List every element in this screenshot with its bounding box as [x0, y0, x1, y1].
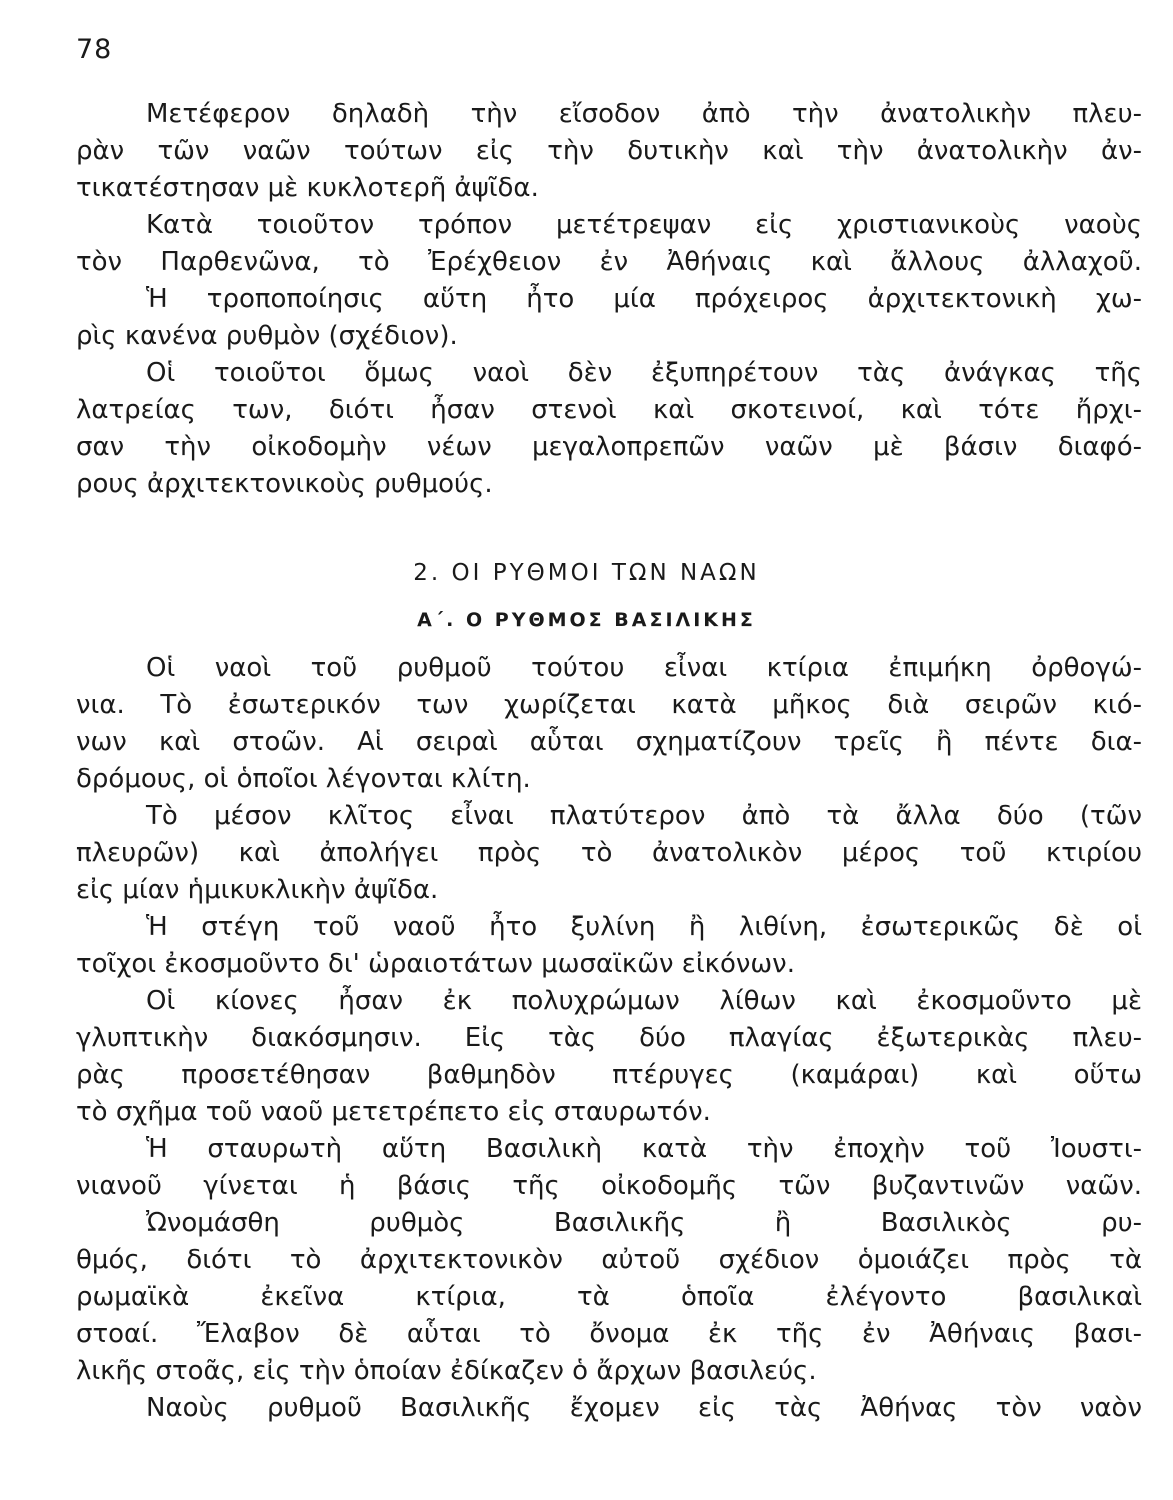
text-line: νια. Τὸ ἐσωτερικόν των χωρίζεται κατὰ μῆκος διὰ σειρῶν κιό-	[76, 690, 1142, 720]
text-line: Ἡ σταυρωτὴ αὕτη Βασιλικὴ κατὰ τὴν ἐποχὴν τοῦ Ἰουστι-	[146, 1134, 1142, 1164]
text-line: λικῆς στοᾶς, εἰς τὴν ὁποίαν ἐδίκαζεν ὁ ἄρχων βασιλεύς.	[76, 1356, 817, 1386]
text-line: ρους ἀρχιτεκτονικοὺς ρυθμούς.	[76, 469, 493, 499]
text-line: θμός, διότι τὸ ἀρχιτεκτονικὸν αὐτοῦ σχέδιον ὁμοιάζει πρὸς τὰ	[76, 1245, 1142, 1275]
text-line: Ὠνομάσθη ρυθμὸς Βασιλικῆς ἢ Βασιλικὸς ρυ-	[146, 1208, 1142, 1238]
text-line: δρόμους, οἱ ὁποῖοι λέγονται κλίτη.	[76, 764, 531, 794]
section-title: 2. ΟΙ ΡΥΘΜΟΙ ΤΩΝ ΝΑΩΝ	[413, 560, 760, 586]
text-line: Κατὰ τοιοῦτον τρόπον μετέτρεψαν εἰς χριστιανικοὺς ναοὺς	[146, 210, 1142, 240]
text-line: νιανοῦ γίνεται ἡ βάσις τῆς οἰκοδομῆς τῶν βυζαντινῶν ναῶν.	[76, 1171, 1142, 1201]
text-line: Ἡ στέγη τοῦ ναοῦ ἦτο ξυλίνη ἢ λιθίνη, ἐσωτερικῶς δὲ οἱ	[146, 912, 1142, 942]
text-line: λατρείας των, διότι ἦσαν στενοὶ καὶ σκοτεινοί, καὶ τότε ἤρχι-	[76, 395, 1142, 425]
text-line: ρὰν τῶν ναῶν τούτων εἰς τὴν δυτικὴν καὶ τὴν ἀνατολικὴν ἀν-	[76, 136, 1142, 166]
text-line: πλευρῶν) καὶ ἀπολήγει πρὸς τὸ ἀνατολικὸν μέρος τοῦ κτιρίου	[76, 838, 1142, 868]
text-block-bottom	[76, 650, 1142, 1427]
text-line: τὸ σχῆμα τοῦ ναοῦ μετετρέπετο εἰς σταυρωτόν.	[76, 1097, 711, 1127]
text-line: Οἱ ναοὶ τοῦ ρυθμοῦ τούτου εἶναι κτίρια ἐπιμήκη ὀρθογώ-	[146, 653, 1142, 683]
text-line: τὸν Παρθενῶνα, τὸ Ἐρέχθειον ἐν Ἀθήναις καὶ ἄλλους ἀλλαχοῦ.	[76, 247, 1142, 277]
text-line: τοῖχοι ἐκοσμοῦντο δι' ὡραιοτάτων μωσαϊκῶν εἰκόνων.	[76, 949, 795, 979]
text-line: σαν τὴν οἰκοδομὴν νέων μεγαλοπρεπῶν ναῶν μὲ βάσιν διαφό-	[76, 432, 1142, 462]
text-line: Ἡ τροποποίησις αὕτη ἦτο μία πρόχειρος ἀρχιτεκτονικὴ χω-	[146, 284, 1142, 314]
text-line: τικατέστησαν μὲ κυκλοτερῆ ἀψῖδα.	[76, 173, 539, 203]
text-block-top	[76, 96, 1142, 503]
text-line: ρωμαϊκὰ ἐκεῖνα κτίρια, τὰ ὁποῖα ἐλέγοντο βασιλικαὶ	[76, 1282, 1142, 1312]
text-line: ρὶς κανένα ρυθμὸν (σχέδιον).	[76, 321, 458, 351]
text-line: ρὰς προσετέθησαν βαθμηδὸν πτέρυγες (καμάραι) καὶ οὕτω	[76, 1060, 1142, 1090]
text-line: Μετέφερον δηλαδὴ τὴν εἴσοδον ἀπὸ τὴν ἀνατολικὴν πλευ-	[146, 99, 1142, 129]
text-line: Ναοὺς ρυθμοῦ Βασιλικῆς ἔχομεν εἰς τὰς Ἀθήνας τὸν ναὸν	[146, 1393, 1142, 1423]
page-number: 78	[76, 34, 113, 65]
text-line: γλυπτικὴν διακόσμησιν. Εἰς τὰς δύο πλαγίας ἐξωτερικὰς πλευ-	[76, 1023, 1142, 1053]
subsection-title: Α΄. Ο ΡΥΘΜΟΣ ΒΑΣΙΛΙΚΗΣ	[417, 609, 756, 631]
text-line: Οἱ κίονες ἦσαν ἐκ πολυχρώμων λίθων καὶ ἐκοσμοῦντο μὲ	[146, 986, 1142, 1016]
text-line: στοαί. Ἔλαβον δὲ αὗται τὸ ὄνομα ἐκ τῆς ἐν Ἀθήναις βασι-	[76, 1319, 1142, 1349]
text-line: Οἱ τοιοῦτοι ὅμως ναοὶ δὲν ἐξυπηρέτουν τὰς ἀνάγκας τῆς	[146, 358, 1142, 388]
text-line: νων καὶ στοῶν. Αἱ σειραὶ αὗται σχηματίζουν τρεῖς ἢ πέντε δια-	[76, 727, 1142, 757]
text-line: εἰς μίαν ἡμικυκλικὴν ἀψῖδα.	[76, 875, 439, 905]
text-line: Τὸ μέσον κλῖτος εἶναι πλατύτερον ἀπὸ τὰ ἄλλα δύο (τῶν	[146, 801, 1142, 831]
